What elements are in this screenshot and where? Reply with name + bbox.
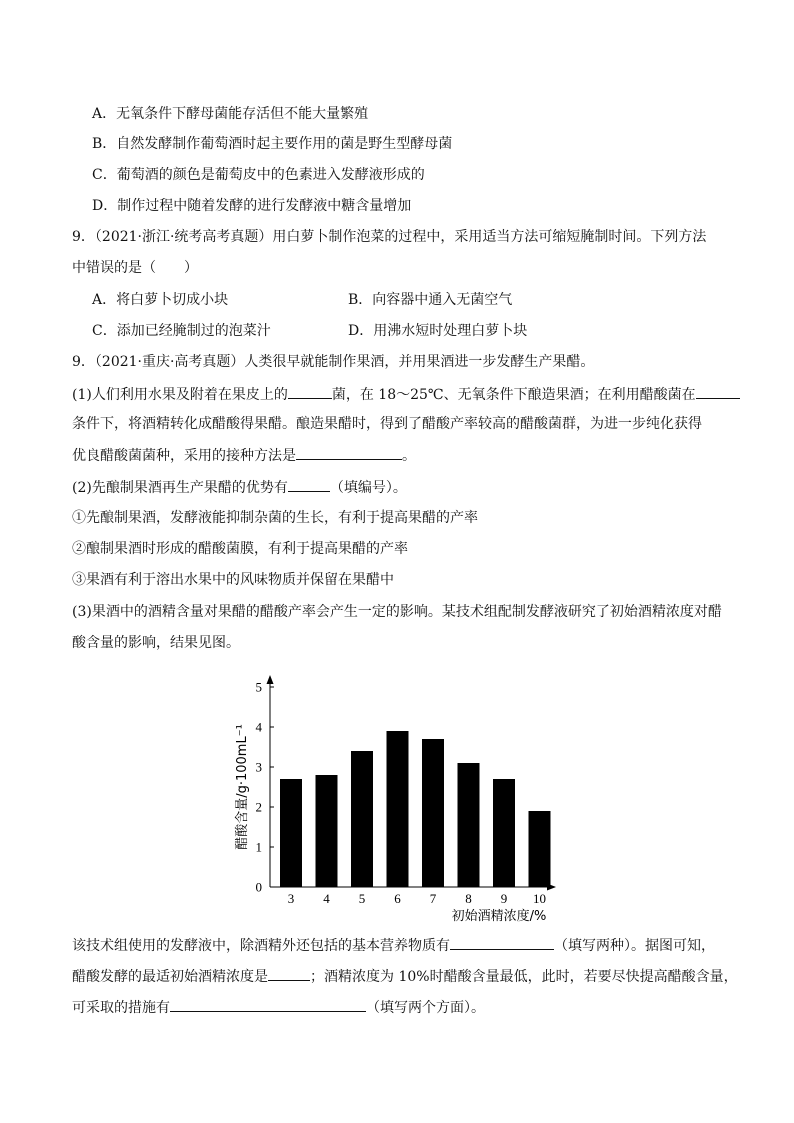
x-tick-label: 5: [358, 891, 366, 906]
bar: [387, 731, 409, 887]
bar: [280, 779, 302, 887]
x-tick-label: 4: [323, 891, 330, 906]
q9a-option-d: D．用沸水短时处理白萝卜块: [348, 323, 528, 339]
x-tick-label: 6: [394, 891, 401, 906]
y-tick-label: 1: [255, 839, 262, 855]
q9a-option-c: C．添加已经腌制过的泡菜汁: [92, 323, 271, 339]
x-tick-label: 8: [465, 891, 472, 906]
answer-blank[interactable]: [288, 384, 332, 399]
bar: [316, 775, 338, 887]
q8-option-d: D．制作过程中随着发酵的进行发酵液中糖含量增加: [92, 198, 412, 214]
q9a-option-b: B．向容器中通入无菌空气: [348, 292, 513, 308]
q9b-tail-line2: [72, 966, 738, 987]
x-tick-label: 7: [429, 891, 437, 906]
acetic-acid-bar-chart: [220, 665, 580, 925]
x-tick-label: 9: [500, 891, 508, 906]
q9a-stem-line1: 9．（2021·浙江·统考高考真题）用白萝卜制作泡菜的过程中，采用适当方法可缩短腌制时间。下列方法: [72, 229, 707, 245]
bar: [493, 779, 515, 887]
y-tick-label: 4: [255, 719, 262, 735]
bar: [458, 763, 480, 887]
y-tick-label: 3: [255, 759, 262, 775]
q9b-part1-line3: [72, 445, 416, 466]
q9b-tail3-text-b: （填写两个方面）。: [366, 1000, 485, 1016]
q8-option-b: B．自然发酵制作葡萄酒时起主要作用的菌是野生型酵母菌: [92, 136, 453, 152]
q9b-tail3-text-a: 可采取的措施有: [72, 1000, 170, 1016]
q9b-part1-text-b: 菌，在 18～25℃、无氧条件下酿造果酒；在利用醋酸菌在: [331, 387, 696, 403]
q9b-part1-line2: 条件下，将酒精转化成醋酸得果醋。酿造果醋时，得到了醋酸产率较高的醋酸菌群，为进一步纯化获得: [72, 416, 702, 432]
y-tick-label: 0: [255, 879, 262, 895]
y-axis-label: 醋酸含量/g·100mL⁻¹: [235, 724, 250, 850]
q9a-stem-line2: 中错误的是（ ）: [72, 260, 198, 276]
q9b-part2-text-a: (2)先酿制果酒再生产果醋的优势有: [72, 480, 288, 496]
answer-blank[interactable]: [450, 935, 554, 950]
q9b-tail1-text-a: 该技术组使用的发酵液中，除酒精外还包括的基本营养物质有: [72, 938, 450, 954]
answer-blank[interactable]: [296, 445, 402, 460]
x-tick-label: 3: [287, 891, 295, 906]
q9b-tail2-text-b: ；酒精浓度为 10%时醋酸含量最低，此时，若要尽快提高醋酸含量，: [310, 969, 738, 985]
q9b-part1-text-a: (1)人们利用水果及附着在果皮上的: [72, 387, 288, 403]
q9b-tail1-text-b: （填写两种）。据图可知，: [554, 938, 715, 954]
q9b-part3-line1: (3)果酒中的酒精含量对果醋的醋酸产率会产生一定的影响。某技术组配制发酵液研究了初始酒精浓度对醋: [72, 604, 722, 620]
q9b-tail-line1: [72, 935, 715, 956]
q9b-tail-line3: [72, 997, 485, 1018]
x-axis-label: 初始酒精浓度/%: [451, 909, 547, 924]
q9b-part1-text-d: 优良醋酸菌菌种，采用的接种方法是: [72, 448, 296, 464]
q9b-part3-line2: 酸含量的影响，结果见图。: [72, 635, 240, 651]
q9b-part1-text-e: 。: [402, 448, 416, 464]
q8-option-a: A．无氧条件下酵母菌能存活但不能大量繁殖: [92, 106, 369, 122]
q9b-tail2-text-a: 醋酸发酵的最适初始酒精浓度是: [72, 969, 268, 985]
answer-blank[interactable]: [288, 477, 330, 492]
y-tick-label: 5: [255, 679, 262, 695]
bar: [529, 811, 551, 887]
q9b-part1-line1: [72, 384, 740, 405]
q9b-stem: 9．（2021·重庆·高考真题）人类很早就能制作果酒，并用果酒进一步发酵生产果醋。: [72, 354, 595, 370]
answer-blank[interactable]: [170, 997, 366, 1012]
q9b-choice-1: ①先酿制果酒，发酵液能抑制杂菌的生长，有利于提高果醋的产率: [72, 510, 478, 526]
q9b-part2-line: [72, 477, 407, 498]
q9b-choice-3: ③果酒有利于溶出水果中的风味物质并保留在果醋中: [72, 572, 394, 588]
y-axis-arrow: [267, 675, 274, 684]
q9b-part2-text-b: （填编号）。: [329, 480, 407, 496]
y-tick-label: 2: [255, 799, 262, 815]
x-tick-label: 10: [533, 891, 546, 906]
answer-blank[interactable]: [696, 384, 740, 399]
q8-option-c: C．葡萄酒的颜色是葡萄皮中的色素进入发酵液形成的: [92, 167, 425, 183]
q9a-option-a: A．将白萝卜切成小块: [92, 292, 229, 308]
bar: [351, 751, 373, 887]
bar: [422, 739, 444, 887]
q9b-choice-2: ②酿制果酒时形成的醋酸菌膜，有利于提高果醋的产率: [72, 541, 408, 557]
answer-blank[interactable]: [268, 966, 310, 981]
